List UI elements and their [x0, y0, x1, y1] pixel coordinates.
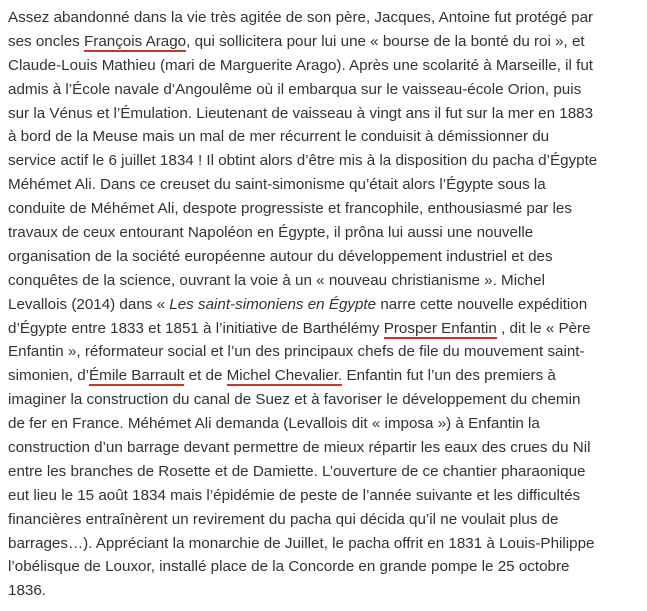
paragraph-line — [8, 364, 640, 388]
paragraph-line — [8, 317, 640, 341]
paragraph-line — [8, 532, 640, 556]
paragraph-line — [8, 388, 640, 412]
paragraph-line — [8, 245, 640, 269]
text-run: barrages…). Appréciant la monarchie de Juillet, le pacha offrit en 1831 à Louis-Philippe — [8, 534, 595, 552]
link-francois-arago[interactable]: François Arago — [83, 32, 187, 50]
paragraph-line — [8, 6, 640, 30]
link-michel-chevalier[interactable]: Michel Chevalier. — [226, 367, 343, 385]
text-run: et de — [184, 367, 227, 385]
text-run: construction d’un barrage devant permettre de mieux répartir les eaux des crues du Nil — [8, 439, 591, 457]
paragraph-line — [8, 197, 640, 221]
paragraph-line — [8, 412, 640, 436]
link-emile-barrault[interactable]: Émile Barrault — [89, 367, 185, 385]
text-run: à bord de la Meuse mais un mal de mer récurrent le conduisit à démissionner du — [8, 128, 550, 146]
text-run: organisation de la société européenne autour du développement industriel et des — [8, 247, 553, 265]
paragraph-line — [8, 579, 640, 603]
link-prosper-enfantin[interactable]: Prosper Enfantin — [383, 319, 497, 337]
text-run: Méhémet Ali. Dans ce creuset du saint-simonisme qu’était alors l’Égypte sous la — [8, 176, 546, 194]
paragraph-line — [8, 293, 640, 317]
paragraph-line — [8, 555, 640, 579]
paragraph-line — [8, 173, 640, 197]
paragraph-line — [8, 340, 640, 364]
text-run: Claude-Louis Mathieu (mari de Marguerite Arago). Après une scolarité à Marseille, il fut — [8, 56, 593, 74]
article-paragraph — [8, 6, 640, 603]
text-run: eut lieu le 15 août 1834 mais l’épidémie de peste de l’année suivante et les difficultés — [8, 486, 581, 504]
text-run: conduite de Méhémet Ali, despote progressiste et francophile, enthousiasmé par les — [8, 200, 572, 218]
text-run: financières entraînèrent un revirement du pacha qui décida qu’il ne voulait plus de — [8, 510, 559, 528]
text-run: imaginer la construction du canal de Suez et à favoriser le développement du chemin — [8, 391, 581, 409]
text-run: 1836. — [8, 582, 47, 600]
text-run: Levallois (2014) dans « — [8, 295, 170, 313]
text-run: admis à l’École navale d’Angoulême où il embarqua sur le vaisseau-école Orion, puis — [8, 80, 582, 98]
paragraph-line — [8, 78, 640, 102]
paragraph-line — [8, 508, 640, 532]
text-run: ses oncles — [8, 32, 84, 50]
text-run: , qui sollicitera pour lui une « bourse de la bonté du roi », et — [186, 32, 585, 50]
text-run: Enfantin », réformateur social et l’un des principaux chefs de file du mouvement saint- — [8, 343, 585, 361]
text-run: narre cette nouvelle expédition — [376, 295, 588, 313]
text-run: Enfantin fut l’un des premiers à — [342, 367, 556, 385]
paragraph-line — [8, 149, 640, 173]
text-run: sur la Vénus et l’Émulation. Lieutenant de vaisseau à vingt ans il fut sur la mer en 1883 — [8, 104, 594, 122]
paragraph-line — [8, 484, 640, 508]
text-run: entre les branches de Rosette et de Damiette. L’ouverture de ce chantier pharaonique — [8, 462, 586, 480]
text-run: Assez abandonné dans la vie très agitée de son père, Jacques, Antoine fut protégé par — [8, 9, 594, 26]
paragraph-line — [8, 436, 640, 460]
text-run: travaux de ceux entourant Napoléon en Égypte, il prôna lui aussi une nouvelle — [8, 224, 534, 242]
paragraph-line — [8, 102, 640, 126]
paragraph-line — [8, 30, 640, 54]
book-title: Les saint-simoniens en Égypte — [169, 295, 377, 313]
paragraph-line — [8, 54, 640, 78]
text-run: l’obélisque de Louxor, installé place de la Concorde en grande pompe le 25 octobre — [8, 558, 570, 576]
paragraph-line — [8, 125, 640, 149]
paragraph-line — [8, 269, 640, 293]
text-run: d’Égypte entre 1833 et 1851 à l’initiative de Barthélémy — [8, 319, 384, 337]
paragraph-line — [8, 460, 640, 484]
text-run: de fer en France. Méhémet Ali demanda (Levallois dit « imposa ») à Enfantin la — [8, 415, 540, 433]
text-run: service actif le 6 juillet 1834 ! Il obtint alors d’être mis à la disposition du pacha d’Égypte — [8, 152, 598, 170]
paragraph-line — [8, 221, 640, 245]
text-run: conquêtes de la science, ouvrant la voie à un « nouveau christianisme ». Michel — [8, 271, 545, 289]
text-run: simonien, d’ — [8, 367, 90, 385]
text-run: , dit le « Père — [496, 319, 591, 337]
